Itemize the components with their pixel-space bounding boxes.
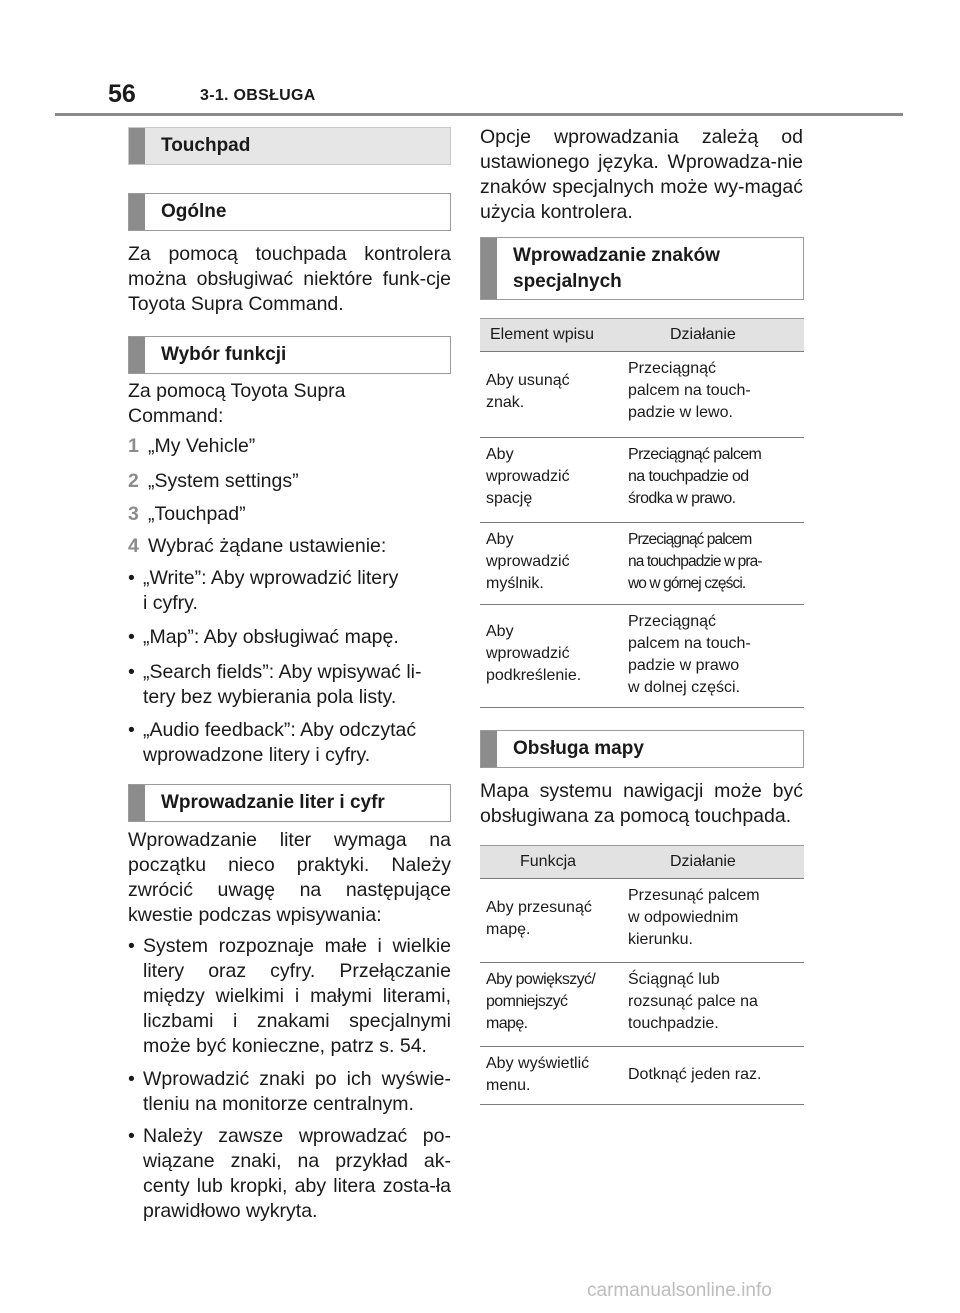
option-search-fields: • „Search fields”: Aby wpisywać li- tery bez wybierania pola listy.: [128, 661, 422, 708]
map-heading: Obsługa mapy: [480, 730, 804, 768]
function-heading: Wybór funkcji: [128, 336, 451, 374]
page-number: 56: [108, 80, 136, 108]
map-text: Mapa systemu nawigacji może być obsługiwana za pomocą touchpada.: [480, 780, 803, 827]
table-row: Aby wyświetlić menu. Dotknąć jeden raz.: [480, 1047, 804, 1105]
header-divider: [55, 113, 903, 116]
general-heading: Ogólne: [128, 193, 451, 231]
column-header: Funkcja: [520, 853, 577, 870]
option-write: • „Write”: Aby wprowadzić litery i cyfry.: [128, 567, 399, 614]
note-case: • System rozpoznaje małe i wielkie litery oraz cyfry. Przełączanie między wielkimi i małymi literami, liczbami i znakami specjalnymi może być konieczne, patrz s. 54.: [128, 935, 451, 1057]
column-header: Element wpisu: [490, 326, 595, 343]
column-header: Działanie: [670, 853, 736, 870]
option-map: • „Map”: Aby obsługiwać mapę.: [128, 626, 399, 648]
heading-bar: [481, 731, 497, 767]
special-chars-heading: Wprowadzanie znaków specjalnych: [480, 237, 804, 300]
step-3: 3 „Touchpad”: [128, 503, 246, 525]
heading-bar: [129, 785, 145, 821]
option-audio-feedback: • „Audio feedback”: Aby odczytać wprowadzone litery i cyfry.: [128, 719, 417, 766]
page-header: [108, 80, 908, 114]
touchpad-heading: Touchpad: [128, 127, 451, 165]
heading-bar: [129, 337, 145, 373]
table-row: Aby wprowadzić myślnik. Przeciągnąć palcem na touchpadzie w pra- wo w górnej części.: [480, 523, 804, 605]
column-header: Działanie: [670, 326, 736, 343]
table-row: Aby usunąć znak. Przeciągnąć palcem na touch- padzie w lewo.: [480, 352, 804, 438]
note-display: • Wprowadzić znaki po ich wyświe-tleniu na monitorze centralnym.: [128, 1068, 451, 1115]
options-text: Opcje wprowadzania zależą od ustawionego języka. Wprowadza-nie znaków specjalnych może wy-magać użycia kontrolera.: [480, 126, 803, 223]
table-row: Aby powiększyć/ pomniejszyć mapę. Ściągnąć lub rozsunąć palce na touchpadzie.: [480, 963, 804, 1047]
step-4: 4 Wybrać żądane ustawienie:: [128, 535, 387, 557]
step-2: 2 „System settings”: [128, 470, 299, 492]
table-row: Aby wprowadzić spację Przeciągnąć palcem na touchpadzie od środka w prawo.: [480, 438, 804, 523]
function-intro-line1: Za pomocą Toyota Supra: [128, 380, 346, 402]
letters-heading: Wprowadzanie liter i cyfr: [128, 784, 451, 822]
letters-text: Wprowadzanie liter wymaga na początku nieco praktyki. Należy zwrócić uwagę na następujące kwestie podczas wpisywania:: [128, 829, 451, 926]
heading-bar: [129, 128, 145, 164]
general-text: Za pomocą touchpada kontrolera można obsługiwać niektóre funk-cje Toyota Supra Command.: [128, 243, 451, 315]
heading-bar: [129, 194, 145, 230]
step-1: 1 „My Vehicle”: [128, 435, 256, 457]
function-intro-line2: Command:: [128, 405, 224, 427]
table-header: [480, 845, 804, 879]
heading-bar: [481, 238, 497, 299]
table-row: Aby wprowadzić podkreślenie. Przeciągnąć palcem na touch- padzie w prawo w dolnej części.: [480, 605, 804, 708]
section-title: 3-1. OBSŁUGA: [200, 87, 316, 104]
table-row: Aby przesunąć mapę. Przesunąć palcem w odpowiednim kierunku.: [480, 879, 804, 963]
watermark: carmanualsonline.info: [587, 1280, 772, 1301]
note-accents: • Należy zawsze wprowadzać po-wiązane znaki, na przykład ak-centy lub kropki, aby litera zosta-ła prawidłowo wykryta.: [128, 1125, 451, 1222]
table-header: [480, 318, 804, 352]
